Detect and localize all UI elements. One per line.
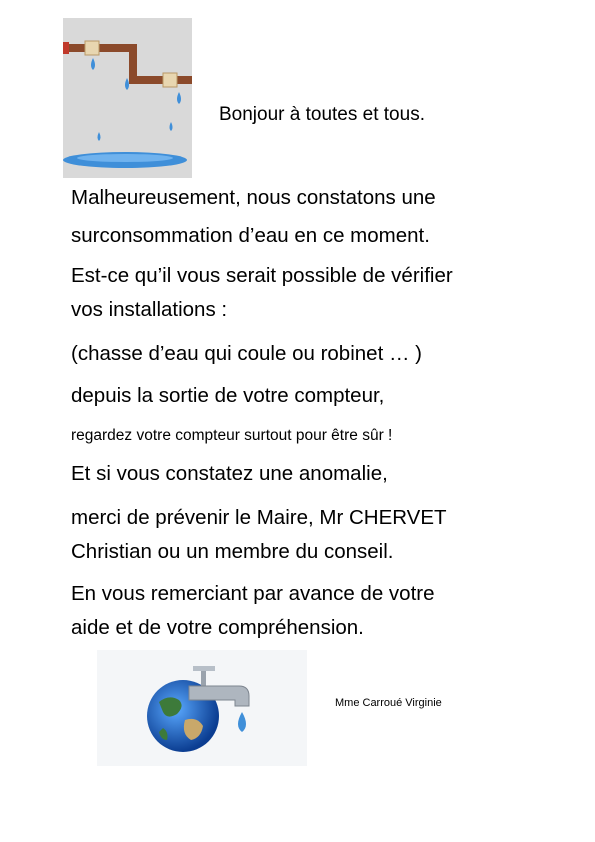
paragraph-line: aide et de votre compréhension.	[71, 616, 364, 639]
paragraph-line: Christian ou un membre du conseil.	[71, 540, 394, 563]
greeting: Bonjour à toutes et tous.	[219, 104, 425, 125]
signature: Mme Carroué Virginie	[335, 697, 442, 709]
paragraph-line: Malheureusement, nous constatons une	[71, 186, 436, 209]
paragraph-line: Et si vous constatez une anomalie,	[71, 462, 388, 485]
paragraph-line: regardez votre compteur surtout pour être sûr !	[71, 427, 393, 444]
paragraph-line: Est-ce qu’il vous serait possible de vérifier	[71, 264, 453, 287]
paragraph-line: surconsommation d’eau en ce moment.	[71, 224, 430, 247]
leaking-pipe-image	[63, 18, 192, 178]
paragraph-line: En vous remerciant par avance de votre	[71, 582, 435, 605]
paragraph-line: (chasse d’eau qui coule ou robinet … )	[71, 342, 422, 365]
globe-faucet-image	[97, 650, 307, 766]
paragraph-line: vos installations :	[71, 298, 228, 321]
paragraph-line: merci de prévenir le Maire, Mr CHERVET	[71, 506, 447, 529]
paragraph-line: depuis la sortie de votre compteur,	[71, 384, 385, 407]
